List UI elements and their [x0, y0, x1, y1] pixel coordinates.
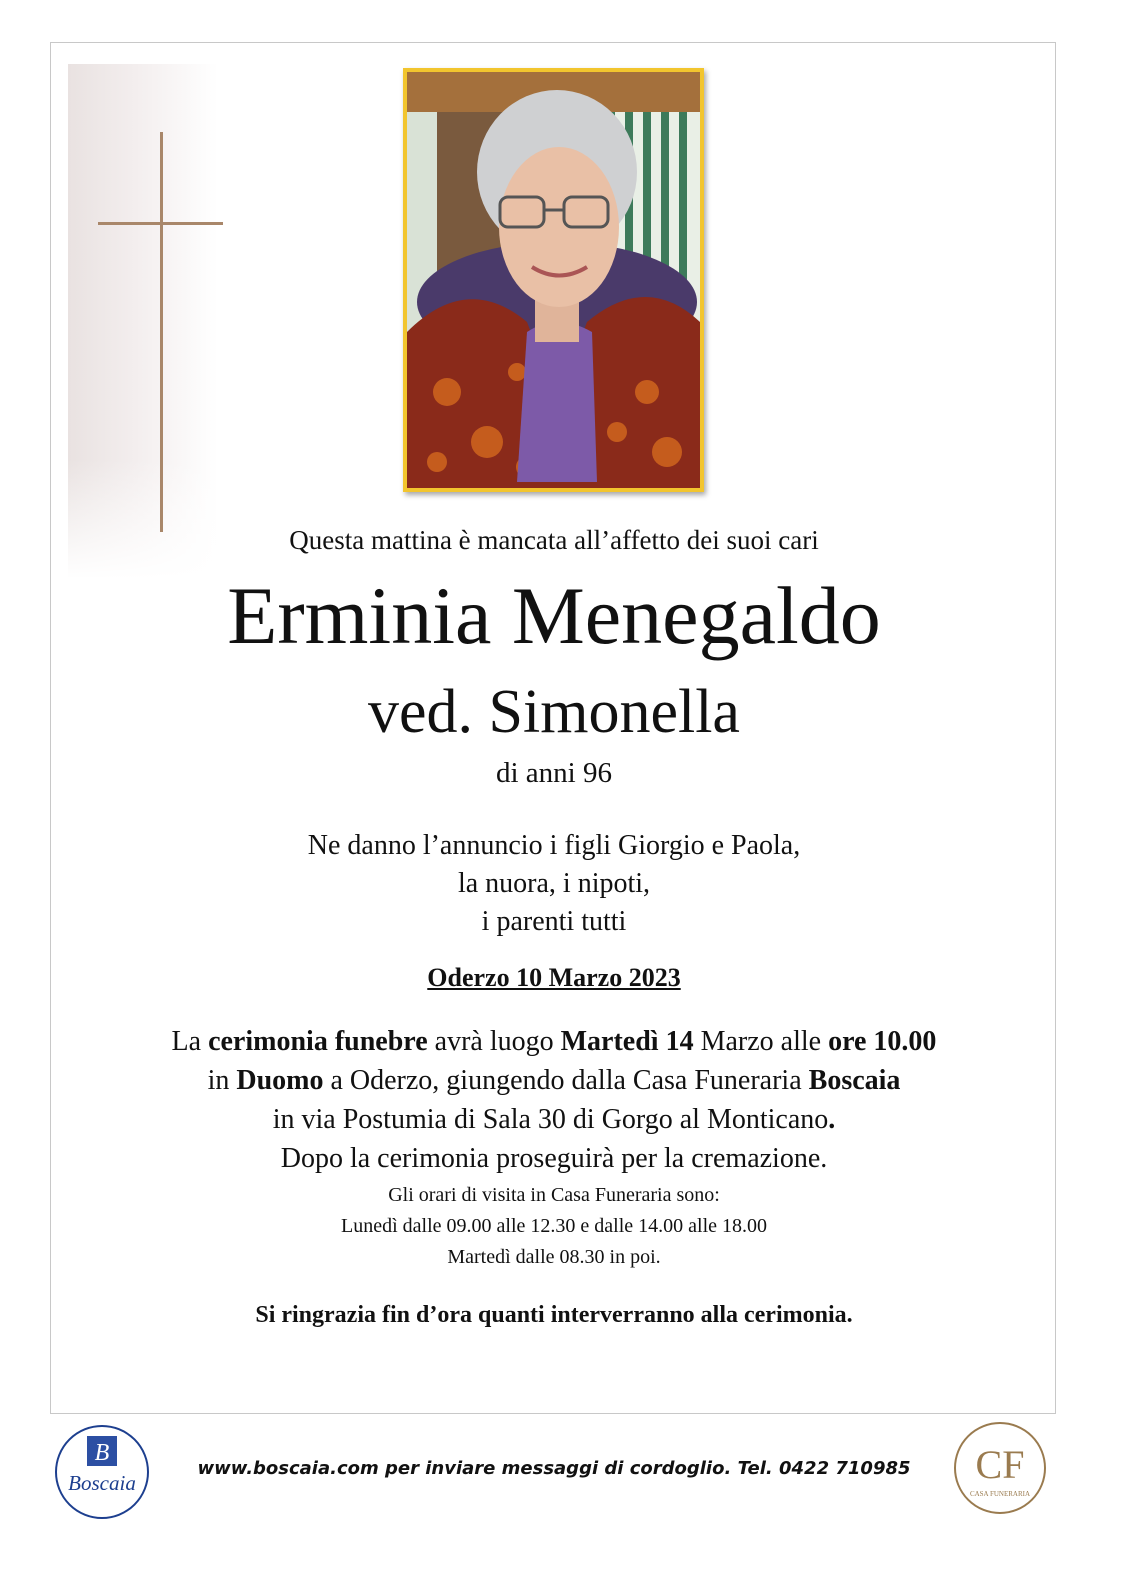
thanks-line: Si ringrazia fin d’ora quanti interverranno alla cerimonia. — [255, 1302, 853, 1328]
ceremony-line: in via Postumia di Sala 30 di Gorgo al Monticano. — [272, 1104, 836, 1135]
portrait-photo — [403, 68, 704, 492]
announcement-line: Ne danno l’annuncio i figli Giorgio e Paola, — [307, 830, 801, 861]
svg-text:CASA FUNERARIA: CASA FUNERARIA — [969, 1490, 1031, 1498]
visiting-hours — [0, 1180, 1108, 1273]
cross-icon — [160, 132, 163, 532]
svg-text:CF: CF — [975, 1442, 1025, 1487]
place-date-text: Oderzo 10 Marzo 2023 — [427, 963, 681, 992]
place-date — [0, 963, 1108, 993]
deceased-name: Erminia Menegaldo — [227, 570, 881, 661]
ceremony-line: Dopo la cerimonia proseguirà per la cremazione. — [280, 1143, 828, 1174]
announcement-line: i parenti tutti — [481, 906, 627, 937]
svg-text:B: B — [94, 1440, 110, 1466]
announcement — [0, 827, 1108, 941]
ceremony-line: La cerimonia funebre avrà luogo Martedì 14 Marzo alle ore 10.00 — [171, 1026, 937, 1057]
cross-icon-bar — [98, 222, 223, 225]
announcement-line: la nuora, i nipoti, — [457, 868, 651, 899]
visiting-line: Martedì dalle 08.30 in poi. — [447, 1246, 661, 1268]
visiting-line: Lunedì dalle 09.00 alle 12.30 e dalle 14.00 alle 18.00 — [341, 1215, 767, 1237]
intro-line: Questa mattina è mancata all’affetto dei suoi cari — [289, 525, 819, 555]
footer-contact: www.boscaia.com per inviare messaggi di cordoglio. Tel. 0422 710985 — [197, 1458, 911, 1479]
visiting-line: Gli orari di visita in Casa Funeraria sono: — [388, 1184, 720, 1206]
casa-funeraria-logo — [952, 1420, 1048, 1516]
ceremony-details — [0, 1022, 1108, 1178]
cross-background — [68, 64, 218, 579]
age: di anni 96 — [496, 757, 612, 789]
widow-of: ved. Simonella — [368, 678, 740, 746]
ceremony-line: in Duomo a Oderzo, giungendo dalla Casa Funeraria Boscaia — [207, 1065, 901, 1096]
svg-text:Boscaia: Boscaia — [68, 1471, 136, 1495]
